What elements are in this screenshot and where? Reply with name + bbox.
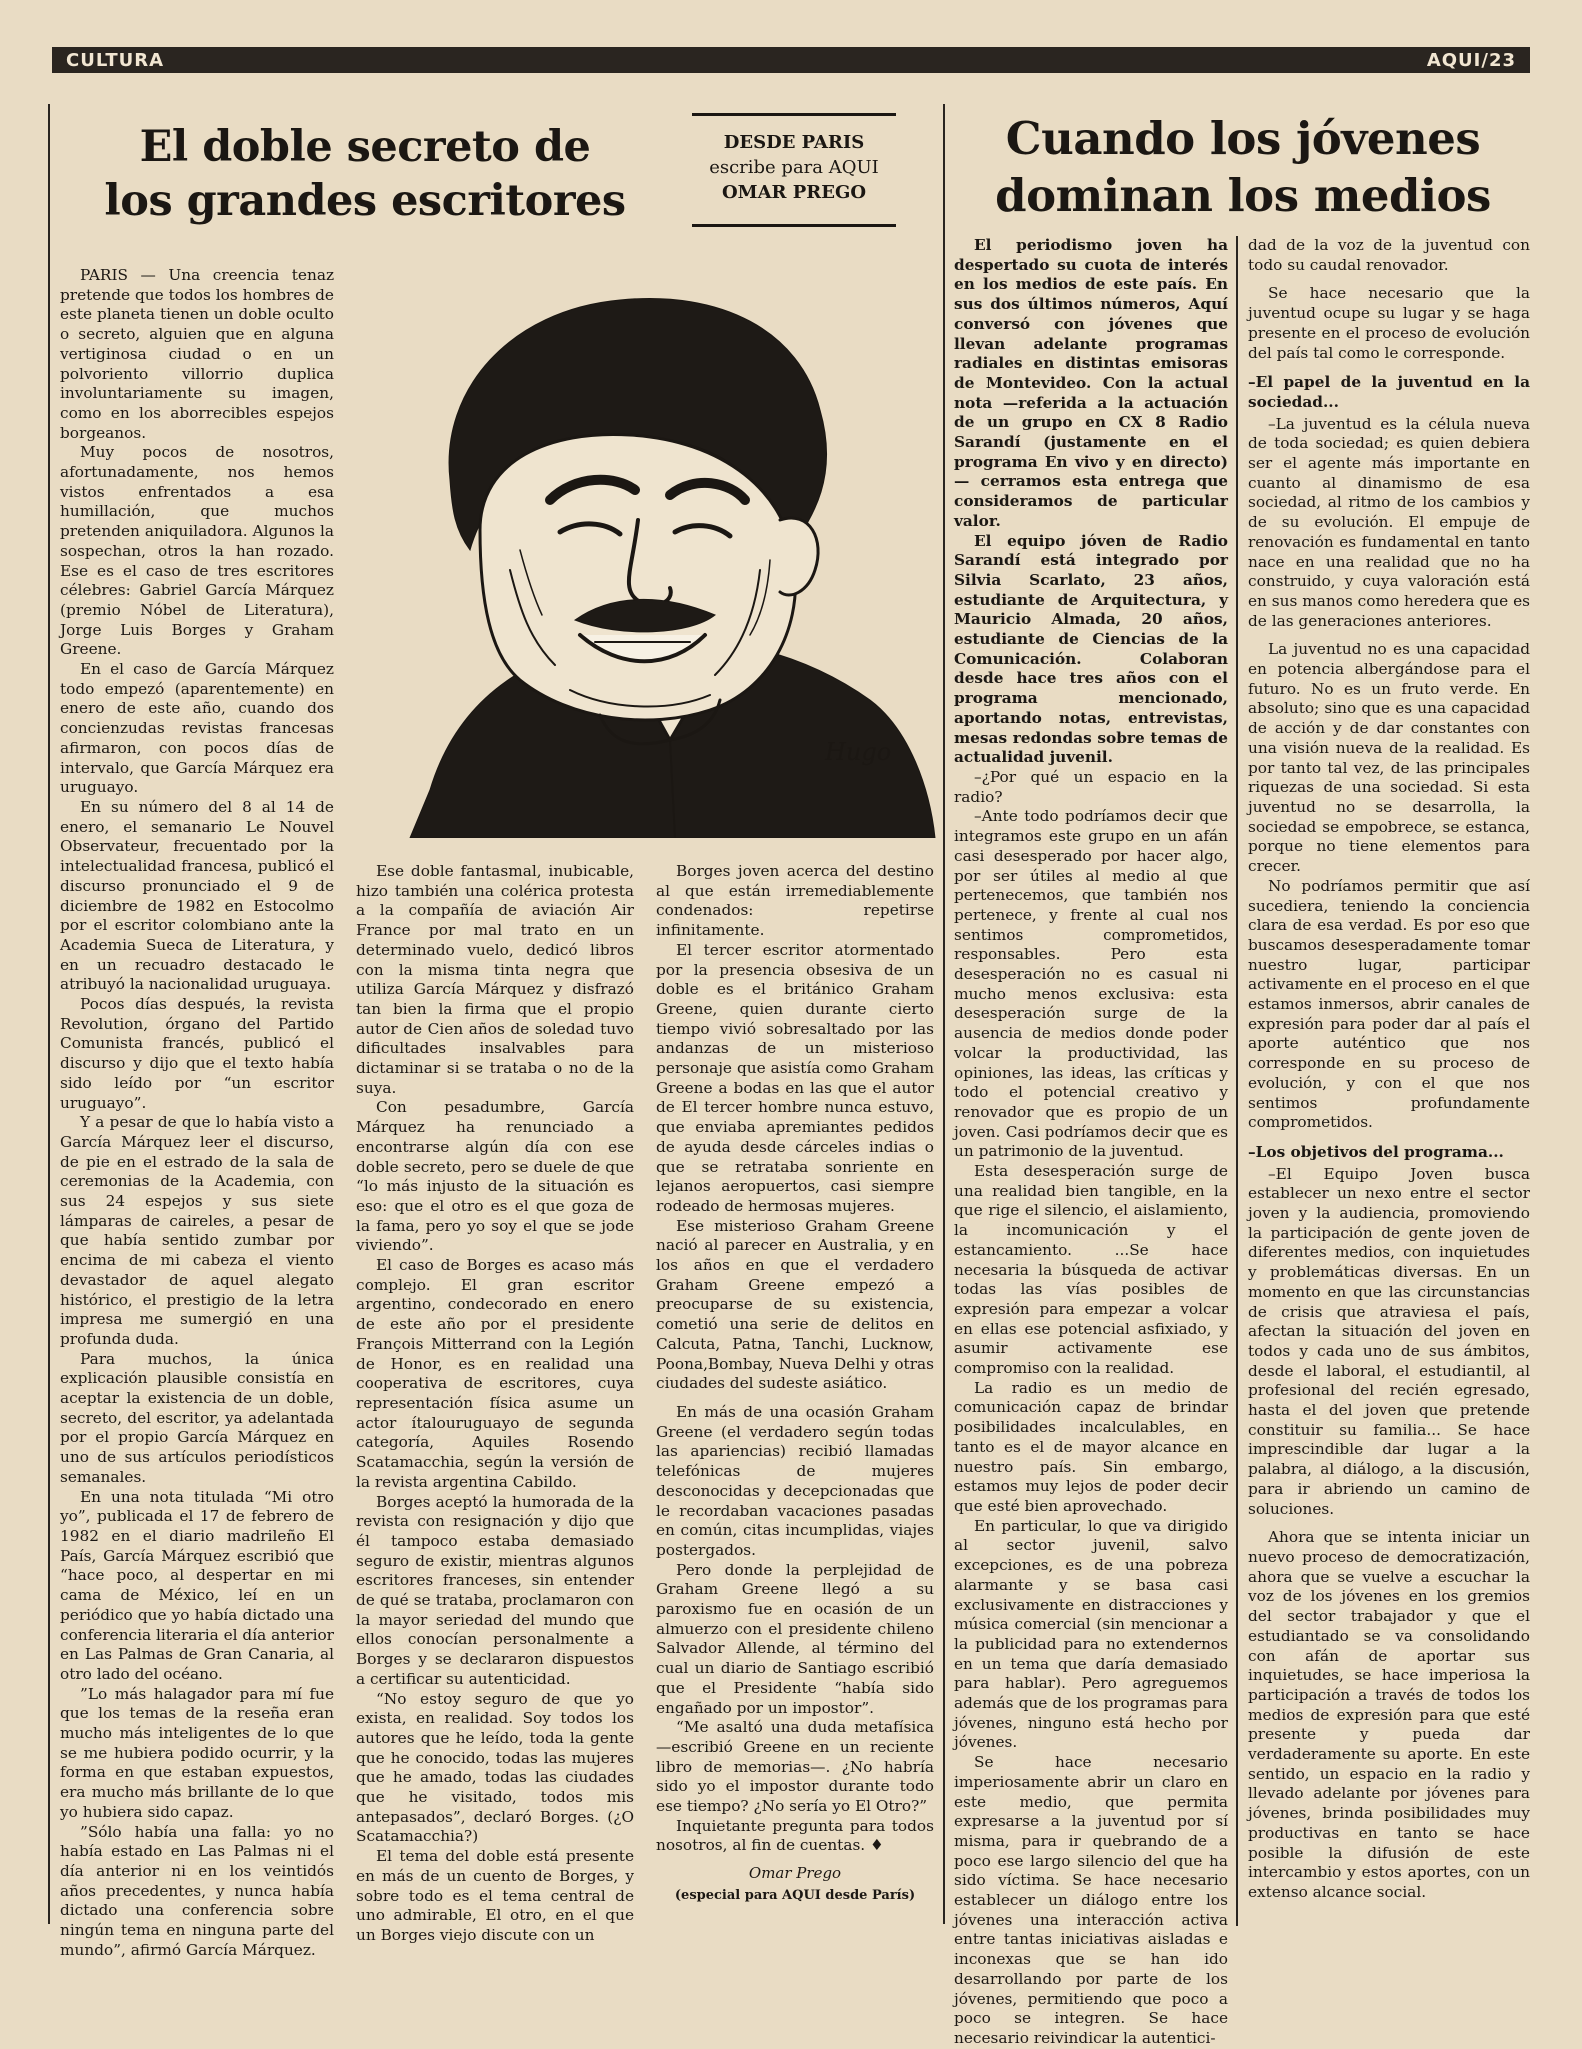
- paragraph: Inquietante pregunta para todos nosotros, al fin de cuentas. ♦: [656, 1816, 934, 1855]
- paragraph: Ese doble fantasmal, inubicable, hizo también una colérica protesta a la compañía de aviación Air France por mal trato en un determinado vuelo, dedicó libros con la misma tinta negra que utiliza García Márquez y disfrazó tan bien la firma que el propio autor de Cien años de soledad tuvo dificultades insalvables para dictaminar si se trataba o no de la suya.: [356, 862, 634, 1097]
- paragraph: En más de una ocasión Graham Greene (el verdadero según todas las apariencias) recibió llamadas telefónicas de mujeres desconocidas y decepcionadas que le recordaban vacaciones pasadas en común, citas incumplidas, viajes postergados.: [656, 1402, 934, 1559]
- paragraph: En el caso de García Márquez todo empezó (aparentemente) en enero de este año, cuando dos concienzudas revistas francesas afirmaron, con pocos días de intervalo, que García Márquez era uruguayo.: [60, 660, 334, 797]
- byline-for: escribe para AQUI: [709, 157, 879, 178]
- column-rule-left-edge: [48, 104, 50, 1924]
- paragraph: Pocos días después, la revista Revolution, órgano del Partido Comunista francés, publicó el discurso y dijo que el texto había sido leído por “un escritor uruguayo”.: [60, 995, 334, 1112]
- paragraph: Ahora que se intenta iniciar un nuevo proceso de democratización, ahora que se vuelve a escuchar la voz de los jóvenes en los gremios del sector trabajador y que el estudiantado se va consolidando con afán de aportar sus inquietudes, se hace imperiosa la participación a través de todos los medios de expresión para que esté presente y pueda dar verdaderamente su aporte. En este sentido, un espacio en la radio y llevado adelante por jóvenes para jóvenes, brinda posibilidades muy productivas en tanto se hace posible la difusión de este intercambio y estos aportes, con un extenso alcance social.: [1248, 1528, 1530, 1901]
- paragraph: “Me asaltó una duda metafísica —escribió Greene en un reciente libro de memorias—. ¿No habría sido yo el impostor durante todo ese tiempo? ¿No sería yo El Otro?”: [656, 1718, 934, 1816]
- paragraph: La juventud no es una capacidad en potencia albergándose para el futuro. No es un fruto verde. En absoluto; sino que es una capacidad de acción y de dar constantes con una visión nueva de la realidad. Es por tanto tal vez, de las principales riquezas de una sociedad. Si esta juventud no se desarrolla, la sociedad se empobrece, se estanca, porque no tiene elementos para crecer.: [1248, 640, 1530, 876]
- paragraph: Se hace necesario que la juventud ocupe su lugar y se haga presente en el proceso de evolución del país tal como le corresponde.: [1248, 284, 1530, 362]
- paragraph: En su número del 8 al 14 de enero, el semanario Le Nouvel Observateur, frecuentado por la intelectualidad francesa, publicó el discurso pronunciado el 9 de diciembre de 1982 en Estocolmo por el escritor colombiano ante la Academia Sueca de Literatura, y en un recuadro destacado le atribuyó la nacionalidad uruguaya.: [60, 797, 334, 994]
- right-headline-line2: dominan los medios: [995, 169, 1491, 222]
- paragraph: Y a pesar de que lo había visto a García Márquez leer el discurso, de pie en el estrado de la sala de ceremonias de la Academia, con sus 24 espejos y sus siete lámparas de caireles, a pesar de que había sentido zumbar por encima de mi cabeza el viento devastador de aquel alegato histórico, el prestigio de la letra impresa me sumergió en una profunda duda.: [60, 1113, 334, 1348]
- caricature-drawing: [370, 270, 938, 838]
- left-headline-line2: los grandes escritores: [104, 176, 626, 226]
- paragraph: Borges joven acerca del destino al que están irremediablemente condenados: repetirse infinitamente.: [656, 862, 934, 940]
- interview-question-heading: –Los objetivos del programa...: [1248, 1142, 1504, 1161]
- paragraph: El caso de Borges es acaso más complejo. El gran escritor argentino, condecorado en enero de este año por el presidente François Mitterrand con la Legión de Honor, es en realidad una cooperativa de escritores, cuya representación física asume un actor ítalouruguayo de segunda categoría, Aquiles Rosendo Scatamacchia, según la versión de la revista argentina Cabildo.: [356, 1256, 634, 1491]
- section-header-bar: [52, 47, 1530, 73]
- left-article-headline: [60, 120, 670, 228]
- page-number: AQUI/23: [1426, 50, 1516, 71]
- article-signature: Omar Prego: [748, 1864, 842, 1883]
- paragraph: El tema del doble está presente en más de un cuento de Borges, y sobre todo es el tema central de uno admirable, El otro, en el que un Borges viejo discute con un: [356, 1847, 634, 1944]
- paragraph: En particular, lo que va dirigido al sector juvenil, salvo excepciones, es de una pobreza alarmante y se basa casi exclusivamente en distracciones y música comercial (sin mencionar a la publicidad para no extendernos en un tema que daría demasiado para hablar). Pero agreguemos además que de los programas para jóvenes, ninguno está hecho por jóvenes.: [954, 1516, 1228, 1752]
- article-signature-note: (especial para AQUI desde París): [674, 1887, 916, 1903]
- byline-origin: DESDE PARIS: [723, 132, 865, 153]
- right-article-column-1: [954, 236, 1228, 2049]
- paragraph: En una nota titulada “Mi otro yo”, publicada el 17 de febrero de 1982 en el diario madrileño El País, García Márquez escribió que “hace poco, al despertar en mi cama de México, leí en un periódico que yo había dictado una conferencia literaria el día anterior en Las Palmas de Gran Canaria, al otro lado del océano.: [60, 1487, 334, 1683]
- paragraph: Borges aceptó la humorada de la revista con resignación y dijo que él tampoco estaba demasiado seguro de existir, mientras algunos escritores franceses, sin entender de qué se trataba, proclamaron con la mayor seriedad del mundo que ellos conocían personalmente a Borges y se declararon dispuestos a certificar su autenticidad.: [356, 1492, 634, 1688]
- illustrator-signature: Hugo: [825, 738, 892, 766]
- paragraph: No podríamos permitir que así sucediera, teniendo la conciencia clara de esa verdad. Es por eso que buscamos desesperadamente tomar nuestro lugar, participar activamente en el proceso en el que estamos inmersos, abrir canales de expresión para poder dar al país el aporte auténtico que nos corresponde en su proceso de evolución, y con el que nos sentimos profundamente comprometidos.: [1248, 876, 1530, 1132]
- left-article-column-1: [60, 266, 334, 1960]
- byline-author: OMAR PREGO: [721, 182, 867, 203]
- right-article-headline: [958, 110, 1528, 224]
- right-headline-line1: Cuando los jóvenes: [1005, 112, 1481, 165]
- paragraph: La radio es un medio de comunicación capaz de brindar posibilidades incalculables, en tanto es el de mayor alcance en nuestro país. Sin embargo, estamos muy lejos de poder decir que esté bien aprovechado.: [954, 1378, 1228, 1515]
- lead-paragraph: El periodismo joven ha despertado su cuota de interés en los medios de este país. En sus dos últimos números, Aquí conversó con jóvenes que llevan adelante programas radiales en distintas emisoras de Montevideo. Con la actual nota —referida a la actuación de un grupo en CX 8 Radio Sarandí (justamente en el programa En vivo y en directo)— cerramos esta entrega que consideramos de particular valor.: [954, 236, 1228, 530]
- lead-paragraph: El equipo jóven de Radio Sarandí está integrado por Silvia Scarlato, 23 años, estudiante de Arquitectura, y Mauricio Almada, 20 años, estudiante de Ciencias de la Comunicación. Colaboran desde hace tres años con el programa mencionado, aportando notas, entrevistas, mesas redondas sobre temas de actualidad juvenil.: [954, 531, 1228, 767]
- paragraph: –La juventud es la célula nueva de toda sociedad; es quien debiera ser el agente más importante en cuanto al dinamismo de esa sociedad, al ritmo de los cambios y de su evolución. El empuje de renovación es fundamental en tanto nace en una realidad que no ha construido, y cuya valoración está en sus manos como heredera que es de las generaciones anteriores.: [1248, 414, 1530, 630]
- column-rule-right-article: [1236, 236, 1238, 1926]
- paragraph: PARIS — Una creencia tenaz pretende que todos los hombres de este planeta tienen un doble oculto o secreto, alguien que en alguna vertiginosa ciudad o en un polvoriento villorrio duplica involuntariamente su imagen, como en los aborrecibles espejos borgeanos.: [60, 266, 334, 442]
- paragraph: Para muchos, la única explicación plausible consistía en aceptar la existencia de un doble, secreto, del escritor, ya adelantada por el propio García Márquez en uno de sus artículos periodísticos semanales.: [60, 1349, 334, 1486]
- author-caricature-illustration: [370, 270, 938, 838]
- column-rule-article-divider: [943, 104, 945, 1924]
- interview-question-heading: –El papel de la juventud en la sociedad...: [1248, 373, 1530, 411]
- paragraph: –El Equipo Joven busca establecer un nexo entre el sector joven y la audiencia, promoviendo la participación de gente joven de diferentes medios, con inquietudes y problemáticas diversas. En un momento en que las circunstancias de crisis que atraviesa el país, afectan la situación del joven en todos y cada uno de sus ámbitos, desde el laboral, el estudiantil, al profesional del recién egresado, hasta el del joven que pretende constituir su familia... Se hace imprescindible dar lugar a la palabra, al diálogo, a la discusión, para ir abriendo un camino de soluciones.: [1248, 1164, 1530, 1518]
- paragraph: El tercer escritor atormentado por la presencia obsesiva de un doble es el británico Graham Greene, quien durante cierto tiempo vivió sobresaltado por las andanzas de un misterioso personaje que asistía como Graham Greene a bodas en las que el autor de El tercer hombre nunca estuvo, que enviaba apremiantes pedidos de ayuda desde cárceles indias o que se retrataba sonriente en lejanos aeropuertos, casi siempre rodeado de hermosas mujeres.: [656, 940, 934, 1215]
- paragraph: Pero donde la perplejidad de Graham Greene llegó a su paroxismo fue en ocasión de un almuerzo con el presidente chileno Salvador Allende, al término del cual un diario de Santiago escribió que el Presidente “había sido engañado por un impostor”.: [656, 1560, 934, 1717]
- paragraph: Se hace necesario imperiosamente abrir un claro en este medio, que permita expresarse a la juventud por sí misma, para ir quebrando de a poco ese largo silencio del que ha sido víctima. Se hace necesario establecer un diálogo entre los jóvenes una interacción activa entre tantas iniciativas aisladas e inconexas que se han ido desarrollando por parte de los jóvenes, permitiendo que poco a poco se integren. Se hace necesario reivindicar la autentici-: [954, 1753, 1228, 2047]
- paragraph: Ese misterioso Graham Greene nació al parecer en Australia, y en los años en que el verdadero Graham Greene empezó a preocuparse de su existencia, cometió una serie de delitos en Calcuta, Patna, Tanchi, Lucknow, Poona,Bombay, Nueva Delhi y otras ciudades del sudeste asiático.: [656, 1216, 934, 1393]
- left-headline-line1: El doble secreto de: [139, 122, 591, 172]
- paragraph: –Ante todo podríamos decir que integramos este grupo en un afán casi desesperado por hacer algo, por ser útiles al medio al que pertenecemos, que también nos pertenece, y frente al cual nos sentimos comprometidos, responsables. Pero esta desesperación no es casual ni mucho menos exclusiva: esta desesperación surge de la ausencia de medios donde poder volcar la productividad, las opiniones, las ideas, las críticas y todo el potencial creativo y renovador que es propio de un joven. Casi podríamos decir que es un patrimonio de la juventud.: [954, 807, 1228, 1161]
- paragraph: ”Lo más halagador para mí fue que los temas de la reseña eran mucho más inteligentes de lo que se me hubiera podido ocurrir, y la forma en que estaban expuestos, era mucho más brillante de lo que yo hubiera sido capaz.: [60, 1684, 334, 1821]
- paragraph: Muy pocos de nosotros, afortunadamente, nos hemos vistos enfrentados a esa humillación, que muchos pretenden aniquiladora. Algunos la sospechan, otros la han rozado. Ese es el caso de tres escritores célebres: Gabriel García Márquez (premio Nóbel de Literatura), Jorge Luis Borges y Graham Greene.: [60, 443, 334, 659]
- paragraph: “No estoy seguro de que yo exista, en realidad. Soy todos los autores que he leído, toda la gente que he conocido, todas las mujeres que he amado, todas las ciudades que he visitado, todos mis antepasados”, declaró Borges. (¿O Scatamacchia?): [356, 1689, 634, 1846]
- byline-box: [692, 113, 896, 227]
- section-name: CULTURA: [66, 50, 165, 71]
- left-article-column-3: [656, 862, 934, 1906]
- paragraph: Con pesadumbre, García Márquez ha renunciado a encontrarse algún día con ese doble secreto, pero se duele de que “lo más injusto de la situación es eso: que el otro es el que goza de la fama, pero yo soy el que se jode viviendo”.: [356, 1098, 634, 1255]
- paragraph: dad de la voz de la juventud con todo su caudal renovador.: [1248, 236, 1530, 274]
- right-article-column-2: [1248, 236, 1530, 1903]
- paragraph: ”Sólo había una falla: yo no había estado en Las Palmas ni el día anterior ni en los veintidós años precedentes, y nunca había dictado una conferencia sobre ningún tema en ninguna parte del mundo”, afirmó García Márquez.: [60, 1822, 334, 1959]
- left-article-column-2: [356, 862, 634, 1946]
- paragraph: Esta desesperación surge de una realidad bien tangible, en la que rige el silencio, el aislamiento, la incomunicación y el estancamiento. ...Se hace necesaria la búsqueda de activar todas las vías posibles de expresión para empezar a volcar en ellas ese potencial asfixiado, y asumir activamente ese compromiso con la realidad.: [954, 1162, 1228, 1378]
- interview-question: –¿Por qué un espacio en la radio?: [954, 767, 1228, 806]
